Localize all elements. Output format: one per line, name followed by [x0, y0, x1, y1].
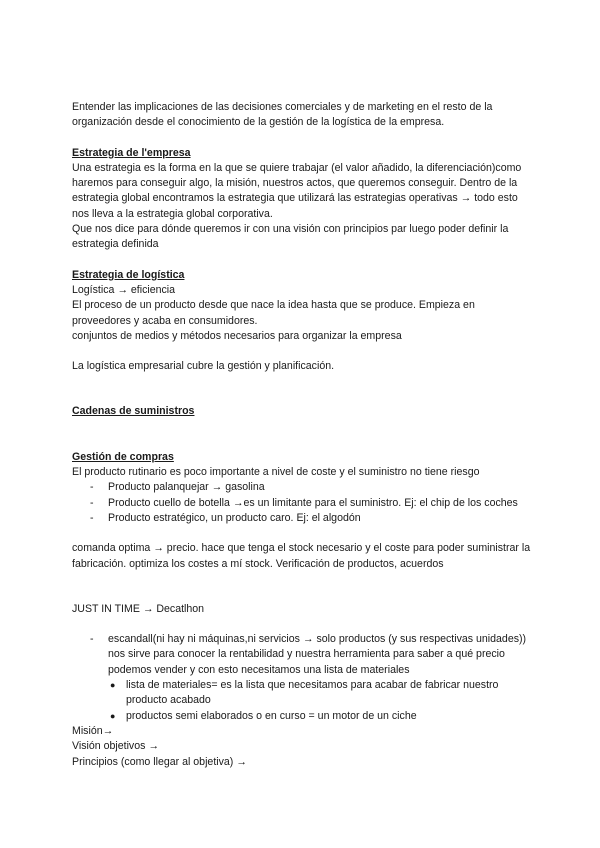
list-item: ● lista de materiales= es la lista que necesitamos para acabar de fabricar nuestro producto acabado — [110, 678, 532, 709]
gestion-compras-list — [72, 480, 532, 526]
jit-sublist — [72, 678, 532, 724]
list-item: - Producto estratégico, un producto caro. Ej: el algodón — [90, 511, 532, 526]
estrategia-logistica-p4: La logística empresarial cubre la gestión y planificación. — [72, 360, 335, 373]
jit-mision: Misión→ — [72, 724, 114, 737]
estrategia-logistica-p2: El proceso de un producto desde que nace la idea hasta que se produce. Empieza en proveedores y acaba en consumidores. — [72, 299, 475, 327]
list-item: - Producto palanquejar → gasolina — [90, 480, 532, 495]
intro-paragraph: Entender las implicaciones de las decisiones comerciales y de marketing en el resto de la organización desde el conocimiento de la gestión de la logística de la empresa. — [72, 101, 493, 129]
list-item: - escandall(ni hay ni máquinas,ni servicios → solo productos (y sus respectivas unidades)) nos sirve para conocer la rentabilidad y nuestra herramienta para saber a qué precio podemos vender y con esto necesitamos una lista de materiales — [90, 632, 532, 678]
jit-list — [72, 632, 532, 678]
jit-vision: Visión objetivos → — [72, 740, 159, 753]
heading-gestion-compras: Gestión de compras — [72, 450, 174, 463]
estrategia-logistica-p3: conjuntos de medios y métodos necesarios para organizar la empresa — [72, 329, 402, 342]
estrategia-logistica-p1: Logística → eficiencia — [72, 283, 176, 296]
document-page — [72, 100, 532, 770]
estrategia-empresa-p1: Una estrategia es la forma en la que se quiere trabajar (el valor añadido, la diferenciación)como haremos para conseguir algo, la misión, nuestros actos, que queremos conseguir. Dentro de la estrategia global encontramos la estrategia que utilizará las estrategias operativas → todo esto nos lleva a la estrategia global corporativa. — [72, 161, 522, 220]
list-item: ● productos semi elaborados o en curso = un motor de un ciche — [110, 709, 532, 724]
heading-estrategia-empresa: Estrategia de l'empresa — [72, 146, 191, 159]
gestion-compras-p2: comanda optima → precio. hace que tenga el stock necesario y el coste para poder suministrar la fabricación. optimiza los costes a mí stock. Verificación de productos, acuerdos — [72, 542, 531, 570]
heading-estrategia-logistica: Estrategia de logística — [72, 268, 185, 281]
jit-title: JUST IN TIME → Decatlhon — [72, 602, 205, 615]
gestion-compras-p1: El producto rutinario es poco importante a nivel de coste y el suministro no tiene riesgo — [72, 466, 480, 479]
estrategia-empresa-p2: Que nos dice para dónde queremos ir con una visión con principios par luego poder definir la estrategia definida — [72, 223, 509, 251]
jit-principios: Principios (como llegar al objetiva) → — [72, 755, 247, 768]
list-item: - Producto cuello de botella →es un limitante para el suministro. Ej: el chip de los coches — [90, 496, 532, 511]
heading-cadenas-suministros: Cadenas de suministros — [72, 405, 195, 418]
